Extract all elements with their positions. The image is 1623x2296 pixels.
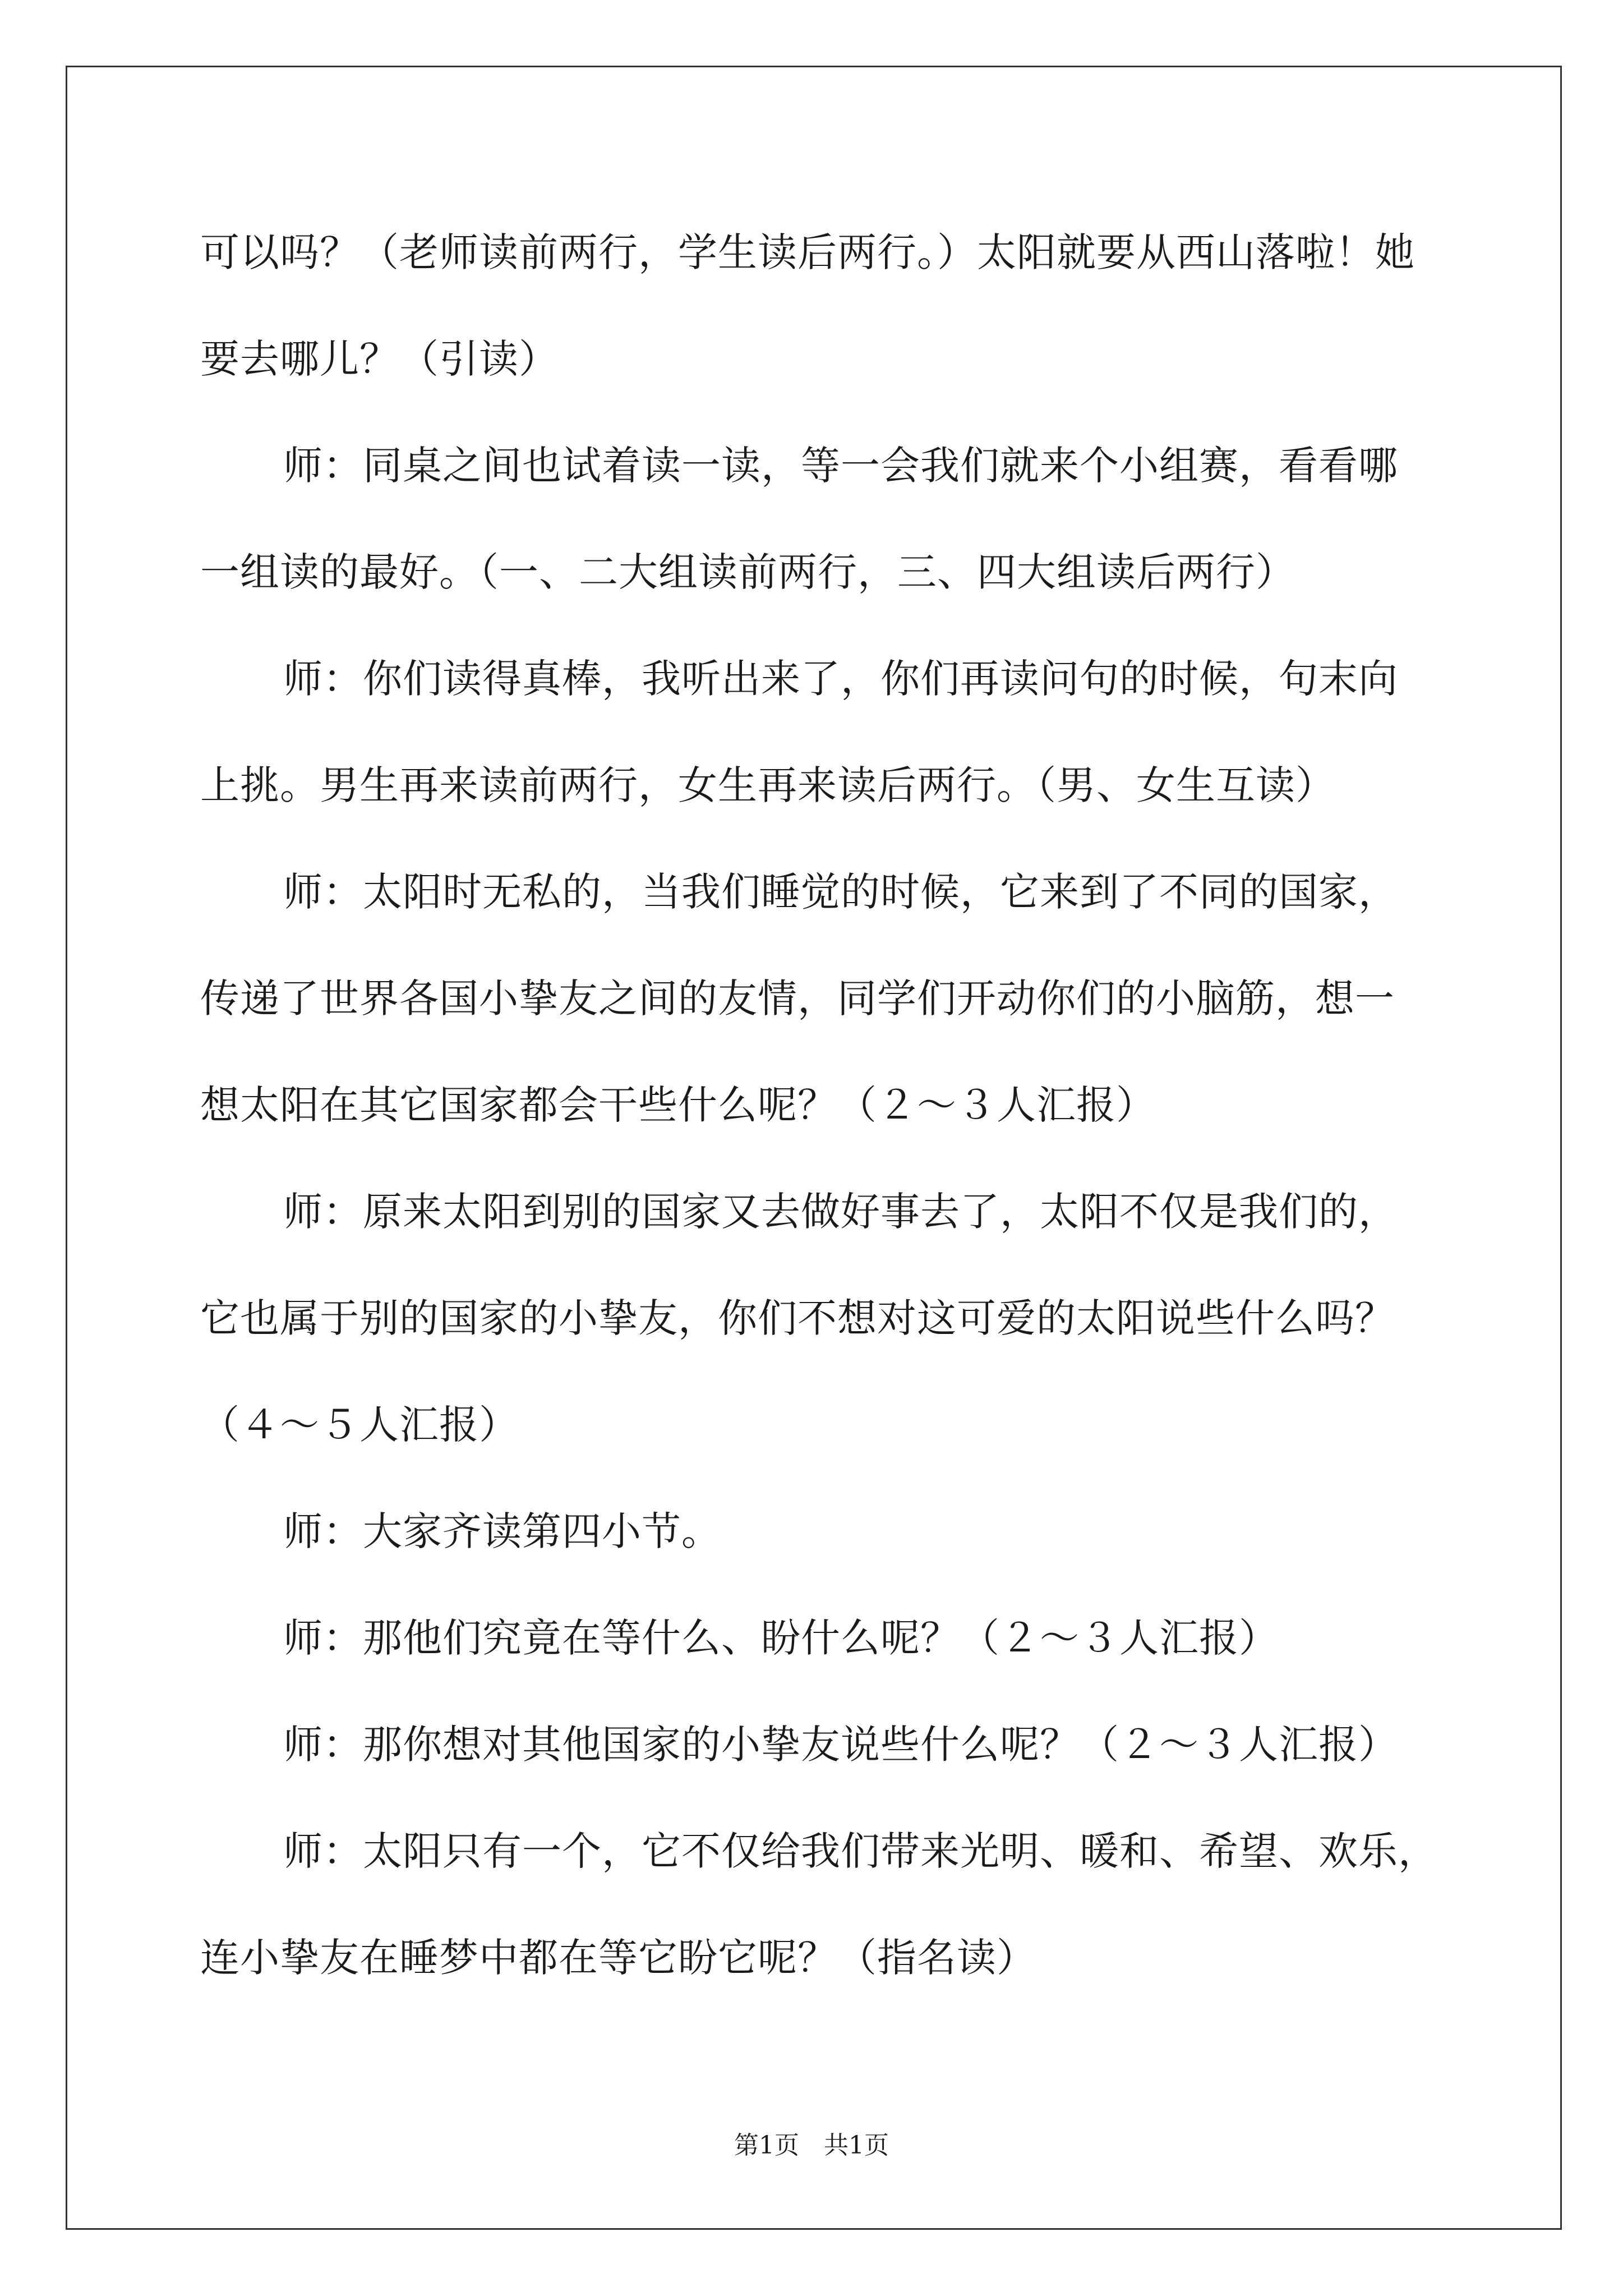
text-line: 想太阳在其它国家都会干些什么呢？（２～３人汇报） bbox=[200, 1082, 1156, 1128]
page-footer: 第1页 共1页 bbox=[734, 2131, 889, 2160]
text-line: 一组读的最好。（一、二大组读前两行，三、四大组读后两行） bbox=[200, 549, 1295, 595]
text-line: 师：太阳只有一个，它不仅给我们带来光明、暖和、希望、欢乐， bbox=[283, 1828, 1438, 1874]
text-line: 传递了世界各国小挚友之间的友情，同学们开动你们的小脑筋，想一 bbox=[200, 976, 1395, 1022]
text-line: 它也属于别的国家的小挚友，你们不想对这可爱的太阳说些什么吗？ bbox=[200, 1295, 1395, 1341]
text-line: （４～５人汇报） bbox=[200, 1402, 519, 1448]
text-line: 要去哪儿？（引读） bbox=[200, 336, 559, 382]
text-line: 可以吗？（老师读前两行，学生读后两行。）太阳就要从西山落啦！她 bbox=[200, 229, 1415, 275]
text-line: 师：同桌之间也试着读一读，等一会我们就来个小组赛，看看哪 bbox=[283, 443, 1398, 489]
text-line: 师：那你想对其他国家的小挚友说些什么呢？（２～３人汇报） bbox=[283, 1722, 1398, 1768]
document-body bbox=[200, 218, 1438, 2030]
text-line: 连小挚友在睡梦中都在等它盼它呢？（指名读） bbox=[200, 1935, 1036, 1981]
text-line: 师：那他们究竟在等什么、盼什么呢？（２～３人汇报） bbox=[283, 1615, 1279, 1661]
text-line: 上挑。男生再来读前两行，女生再来读后两行。（男、女生互读） bbox=[200, 762, 1335, 808]
text-line: 师：大家齐读第四小节。 bbox=[283, 1508, 721, 1554]
text-line: 师：你们读得真棒，我听出来了，你们再读问句的时候，句末向 bbox=[283, 656, 1398, 702]
text-line: 师：太阳时无私的，当我们睡觉的时候，它来到了不同的国家， bbox=[283, 869, 1398, 915]
text-line: 师：原来太阳到别的国家又去做好事去了，太阳不仅是我们的， bbox=[283, 1189, 1398, 1235]
